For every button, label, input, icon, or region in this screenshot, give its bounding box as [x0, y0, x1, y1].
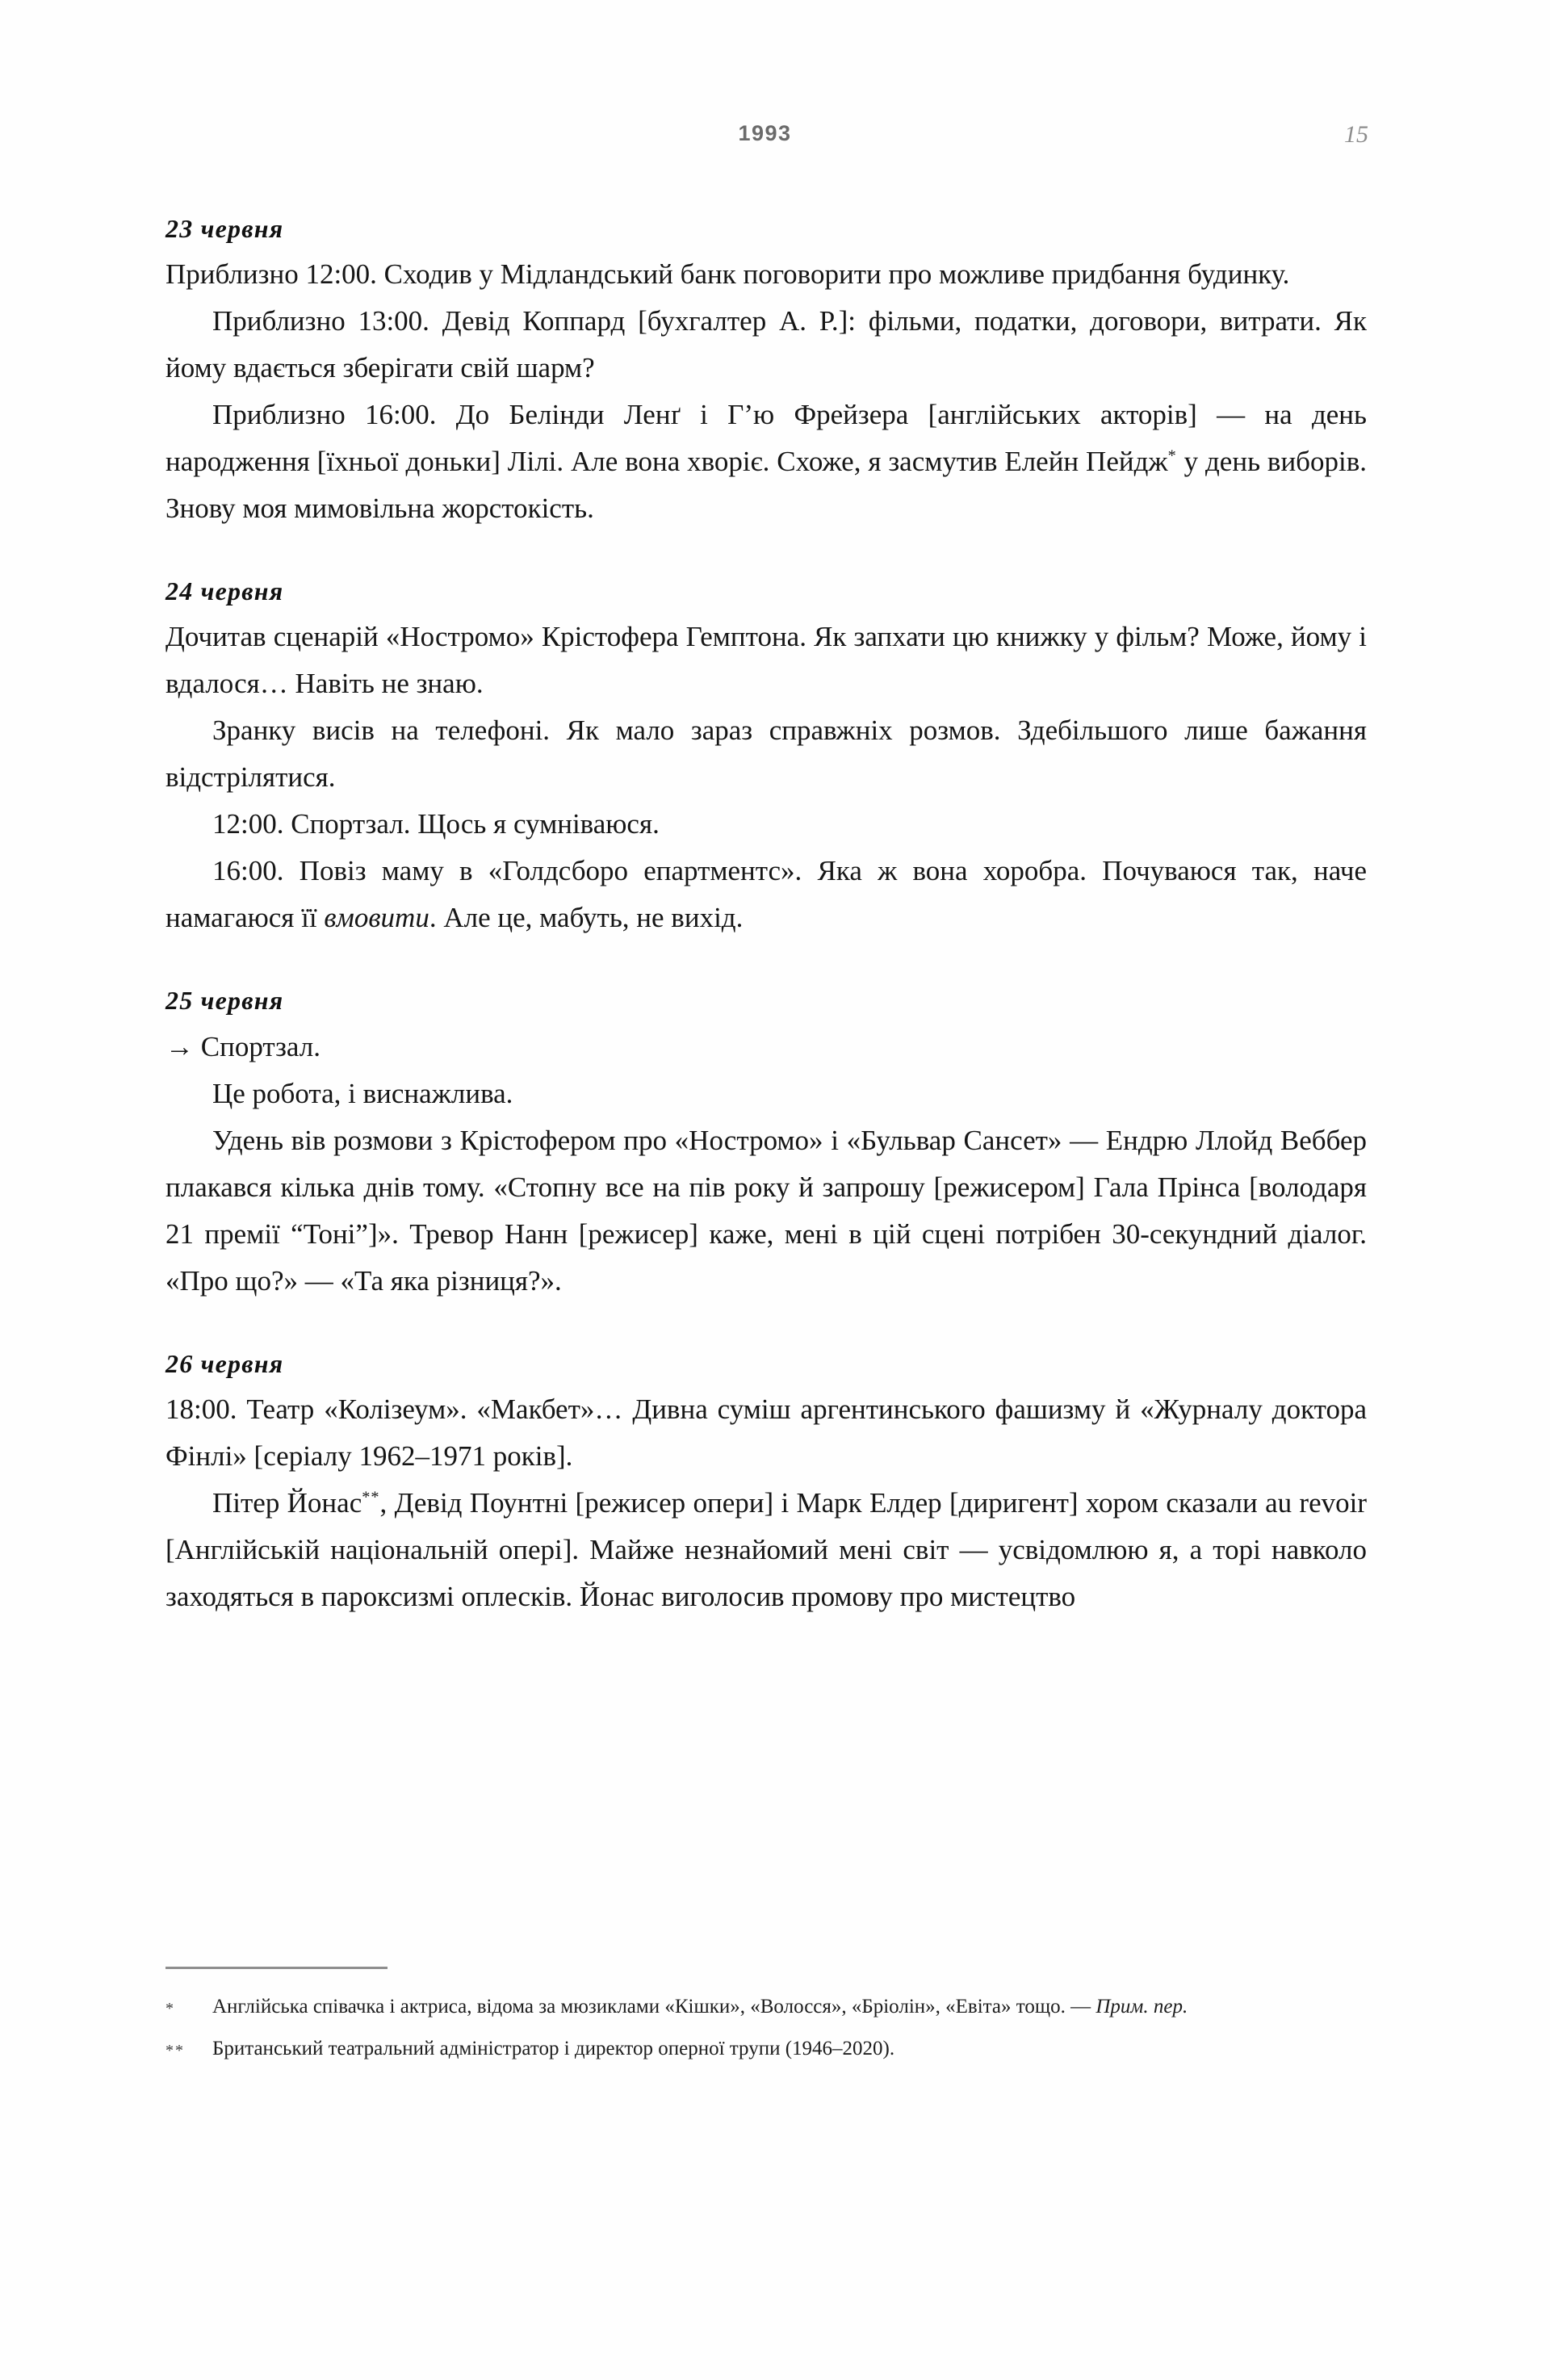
footnote-reference-marker: *	[1167, 446, 1177, 465]
running-head	[165, 121, 1368, 153]
diary-entries	[165, 212, 1367, 1620]
footnote-text	[212, 2032, 1367, 2066]
entry-paragraph	[165, 848, 1367, 941]
text-run: Пітер Йонас	[212, 1486, 362, 1519]
diary-entry	[165, 212, 1367, 532]
text-run: Зранку висів на телефоні. Як мало зараз справжніх розмов. Здебільшого лише бажання відстрілятися.	[165, 714, 1367, 794]
entry-paragraph	[165, 1386, 1367, 1480]
text-run: . Але це, мабуть, не вихід.	[429, 902, 744, 934]
footnote-marker: **	[165, 2042, 185, 2059]
footnote-marker: *	[165, 2000, 175, 2018]
footnote	[165, 1990, 1367, 2024]
entry-date-heading: 26 червня	[165, 1348, 284, 1378]
text-run: 12:00. Спортзал. Щось я сумніваюся.	[212, 808, 660, 840]
entry-paragraph	[165, 614, 1367, 707]
text-run: , Девід Поунтні [режисер опери] і Марк Елдер [диригент] хором сказали au revoir [Англійській національній опері]. Майже незнайомий мені світ — усвідомлюю я, а торі навколо заходяться в пароксизмі оплесків. Йонас виголосив промову про мистецтво	[165, 1486, 1367, 1612]
diary-entry	[165, 574, 1367, 941]
entry-paragraph	[165, 801, 1367, 848]
text-run: Спортзал.	[200, 1030, 320, 1062]
text-run: Удень вів розмови з Крістофером про «Ностромо» і «Бульвар Сансет» — Ендрю Ллойд Веббер плакався кілька днів тому. «Стопну все на пів року й запрошу [режисером] Гала Прінса [володаря 21 премії “Тоні”]». Тревор Нанн [режисер] каже, мені в цій сцені потрібен 30-секундний діалог. «Про що?» — «Та яка різниця?».	[165, 1124, 1367, 1297]
entry-paragraph	[165, 251, 1367, 298]
footnote-list	[165, 1990, 1367, 2066]
text-run: Це робота, і виснажлива.	[212, 1077, 513, 1109]
footnotes-section	[165, 1967, 1367, 2074]
entry-date-heading: 23 червня	[165, 214, 284, 243]
entry-paragraph	[165, 392, 1367, 532]
text-run: Дочитав сценарій «Ностромо» Крістофера Гемптона. Як запхати цю книжку у фільм? Може, йому і вдалося… Навіть не знаю.	[165, 621, 1367, 700]
entry-paragraph	[165, 707, 1367, 801]
text-run: Англійська співачка і актриса, відома за мюзиклами «Кішки», «Волосся», «Бріолін», «Евіта» тощо. —	[212, 1996, 1096, 2018]
footnote-text	[212, 1990, 1367, 2024]
footnote-separator-rule	[165, 1967, 388, 1969]
entry-paragraph	[165, 1117, 1367, 1305]
text-run: Британський театральний адміністратор і директор оперної трупи (1946–2020).	[212, 2038, 895, 2059]
running-head-year: 1993	[738, 121, 792, 145]
entry-date-heading: 24 червня	[165, 576, 284, 606]
italic-text: вмовити	[324, 902, 429, 934]
entry-date-heading: 25 червня	[165, 986, 284, 1016]
text-run: 16:00. Повіз маму в «Голдсборо епартментс». Яка ж вона хоробра. Почуваюся так, наче намагаюся її	[165, 855, 1367, 934]
diary-entry	[165, 1347, 1367, 1620]
text-run: Приблизно 13:00. Девід Коппард [бухгалтер А. Р.]: фільми, податки, договори, витрати. Як йому вдається зберігати свій шарм?	[165, 305, 1367, 384]
right-arrow-icon: →	[165, 1030, 201, 1062]
page-number: 15	[1344, 121, 1368, 148]
diary-entry	[165, 983, 1367, 1304]
text-run: у день виборів. Знову моя мимовільна жорстокість.	[165, 446, 1367, 525]
entry-paragraph	[165, 1024, 1367, 1071]
entry-paragraph	[165, 1071, 1367, 1117]
text-run: Приблизно 16:00. До Белінди Ленґ і Г’ю Фрейзера [англійських акторів] — на день народження [їхньої доньки] Лілі. Але вона хворіє. Схоже, я засмутив Елейн Пейдж	[165, 399, 1367, 478]
entry-paragraph	[165, 298, 1367, 392]
text-run: 18:00. Театр «Колізеум». «Макбет»… Дивна суміш аргентинського фашизму й «Журналу доктора Фінлі» [серіалу 1962–1971 років].	[165, 1393, 1367, 1472]
text-run: Приблизно 12:00. Сходив у Мідландський банк поговорити про можливе придбання будинку.	[165, 258, 1290, 291]
italic-text: Прим. пер.	[1095, 1996, 1188, 2018]
footnote-reference-marker: **	[362, 1488, 380, 1506]
footnote	[165, 2032, 1367, 2066]
entry-paragraph	[165, 1480, 1367, 1620]
